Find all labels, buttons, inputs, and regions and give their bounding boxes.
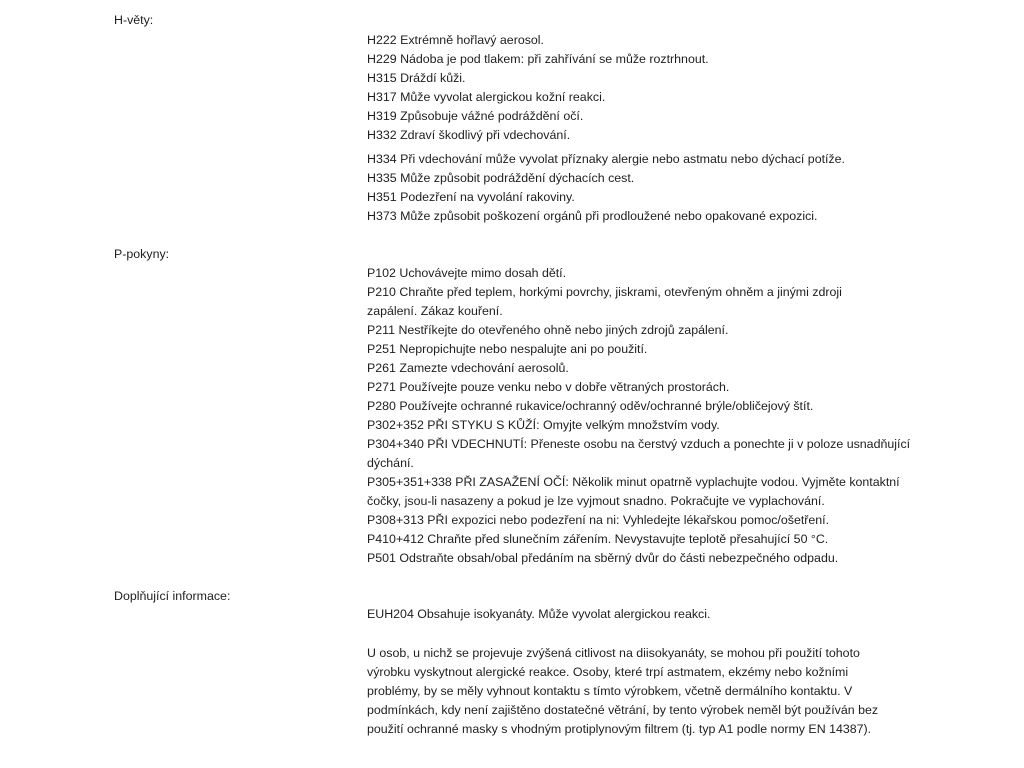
p-statements-label: P-pokyny: (114, 247, 170, 261)
euh-statement: EUH204 Obsahuje isokyanáty. Může vyvolat alergickou reakci. (367, 607, 711, 621)
h-statement: H319 Způsobuje vážné podráždění očí. (367, 109, 584, 123)
p-statement: P211 Nestříkejte do otevřeného ohně nebo jiných zdrojů zapálení. (367, 323, 729, 337)
info-paragraph-line: problémy, by se měly vyhnout kontaktu s tímto výrobkem, včetně dermálního kontaktu. V (367, 684, 853, 698)
p-statement: P305+351+338 PŘI ZASAŽENÍ OČÍ: Několik minut opatrně vyplachujte vodou. Vyjměte kontaktní (367, 475, 900, 489)
info-paragraph-line: U osob, u nichž se projevuje zvýšená citlivost na diisokyanáty, se mohou při použití tohoto (367, 646, 860, 660)
p-statement: P304+340 PŘI VDECHNUTÍ: Přeneste osobu na čerstvý vzduch a ponechte ji v poloze usnadňující (367, 437, 911, 451)
h-statement: H373 Může způsobit poškození orgánů při prodloužené nebo opakované expozici. (367, 209, 818, 223)
p-statement: P302+352 PŘI STYKU S KŮŽÍ: Omyjte velkým množstvím vody. (367, 418, 720, 432)
p-statement: dýchání. (367, 456, 414, 470)
p-statement: čočky, jsou-li nasazeny a pokud je lze vyjmout snadno. Pokračujte ve vyplachování. (367, 494, 825, 508)
p-statement: P280 Používejte ochranné rukavice/ochranný oděv/ochranné brýle/obličejový štít. (367, 399, 814, 413)
h-statement: H317 Může vyvolat alergickou kožní reakci. (367, 90, 606, 104)
p-statement: P271 Používejte pouze venku nebo v dobře větraných prostorách. (367, 380, 730, 394)
info-paragraph-line: výrobku vyskytnout alergické reakce. Osoby, které trpí astmatem, ekzémy nebo kožními (367, 665, 849, 679)
p-statement: P410+412 Chraňte před slunečním zářením. Nevystavujte teplotě přesahující 50 °C. (367, 532, 829, 546)
p-statement: P251 Nepropichujte nebo nespalujte ani po použití. (367, 342, 648, 356)
h-statements-label: H-věty: (114, 13, 154, 27)
p-statement: zapálení. Zákaz kouření. (367, 304, 503, 318)
p-statement: P308+313 PŘI expozici nebo podezření na ni: Vyhledejte lékařskou pomoc/ošetření. (367, 513, 830, 527)
p-statement: P102 Uchovávejte mimo dosah dětí. (367, 266, 567, 280)
info-paragraph-line: použití ochranné masky s vhodným protiplynovým filtrem (tj. typ A1 podle normy EN 14387). (367, 722, 872, 736)
h-statement: H222 Extrémně hořlavý aerosol. (367, 33, 544, 47)
h-statement: H315 Dráždí kůži. (367, 71, 466, 85)
h-statement: H229 Nádoba je pod tlakem: při zahřívání se může roztrhnout. (367, 52, 709, 66)
p-statement: P210 Chraňte před teplem, horkými povrchy, jiskrami, otevřeným ohněm a jinými zdroji (367, 285, 842, 299)
p-statement: P261 Zamezte vdechování aerosolů. (367, 361, 569, 375)
additional-info-label: Doplňující informace: (114, 589, 231, 603)
h-statement: H335 Může způsobit podráždění dýchacích cest. (367, 171, 635, 185)
p-statement: P501 Odstraňte obsah/obal předáním na sběrný dvůr do části nebezpečného odpadu. (367, 551, 839, 565)
h-statement: H332 Zdraví škodlivý při vdechování. (367, 128, 571, 142)
h-statement: H334 Při vdechování může vyvolat příznaky alergie nebo astmatu nebo dýchací potíže. (367, 152, 845, 166)
info-paragraph-line: podmínkách, kdy není zajištěno dostatečné větrání, by tento výrobek neměl být používán bez (367, 703, 879, 717)
h-statement: H351 Podezření na vyvolání rakoviny. (367, 190, 575, 204)
